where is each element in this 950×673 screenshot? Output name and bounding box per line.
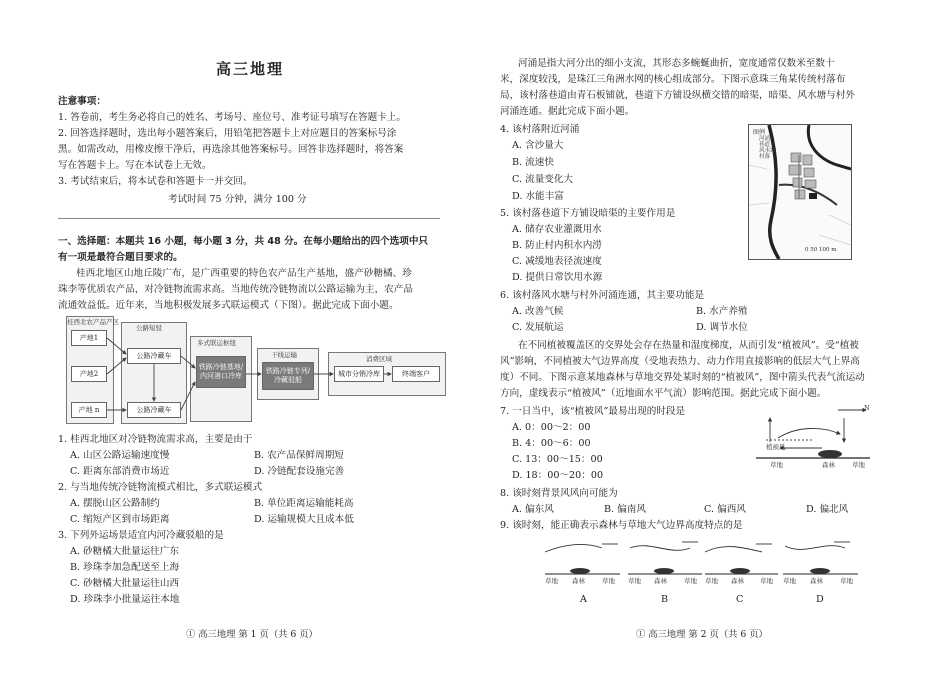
passage-line: 河涌是指大河分出的细小支流，其形态多蜿蜒曲折，宽度通常仅数米至数十 xyxy=(518,58,835,69)
q8-option-b: B. 偏南风 xyxy=(604,504,646,515)
q5-option-d: D. 提供日常饮用水源 xyxy=(512,272,603,283)
diagram-arrows xyxy=(66,316,446,426)
q7-option-a: A. 0：00～2：00 xyxy=(512,422,591,433)
logistics-diagram xyxy=(66,316,446,426)
map-legend-item: 河涌 xyxy=(759,136,771,142)
q1-option-a: A. 山区公路运输速度慢 xyxy=(70,450,170,461)
road-truck-bottom: 公路冷藏车 xyxy=(127,402,181,418)
q3-option-a: A. 砂糖橘大批量运往广东 xyxy=(70,546,179,557)
grass-label: 草地 xyxy=(628,577,641,585)
map-legend-item: 村落 xyxy=(759,154,771,160)
map-legend-title: 图例 xyxy=(753,129,766,136)
producer-n: 产地 n xyxy=(71,402,107,418)
passage-line: 在不同植被覆盖区的交界处会存在热量和湿度梯度，从而引发“植被风”。受“植被 xyxy=(518,340,859,351)
figure-option-a: A xyxy=(580,594,587,605)
notice-line: 2. 回答选择题时，选出每小题答案后，用铅笔把答题卡上对应题目的答案标号涂 xyxy=(58,128,397,139)
q9-stem: 9. 该时刻，能正确表示森林与草地大气边界高度特点的是 xyxy=(500,520,743,531)
q4-option-c: C. 流量变化大 xyxy=(512,174,574,185)
passage-line: 米，深度较浅，是珠江三角洲水网的核心组成部分。下图示意珠三角某传统村落布 xyxy=(500,74,846,85)
section-heading: 有一项是最符合题目要求的。 xyxy=(58,252,183,263)
page-footer: ① 高三地理 第 1 页（共 6 页） xyxy=(186,629,318,640)
grass-label: 草地 xyxy=(760,577,773,585)
q7-option-b: B. 4：00～6：00 xyxy=(512,438,591,449)
q7-option-d: D. 18：00～20：00 xyxy=(512,470,604,481)
exam-title: 高三地理 xyxy=(216,60,285,78)
q1-option-c: C. 距离东部消费市场近 xyxy=(70,466,170,477)
q1-option-b: B. 农产品保鲜周期短 xyxy=(254,450,344,461)
region-label: 干线运输 xyxy=(271,351,297,359)
q5-option-b: B. 防止村内积水内涝 xyxy=(512,240,602,251)
forest-label: 森林 xyxy=(572,577,585,585)
grass-label: 草地 xyxy=(684,577,697,585)
q2-option-c: C. 缩短产区到市场距离 xyxy=(70,514,170,525)
grass-label: 草地 xyxy=(602,577,615,585)
map-legend-item: 巷道 xyxy=(759,142,771,148)
passage-line: 流通效益低。近年来，当地积极发展多式联运模式（下图）。据此完成下面小题。 xyxy=(58,300,399,311)
passage-line: 度）不同。下图示意某地森林与草地交界处某时刻的“植被风”，图中箭头代表气流运动 xyxy=(500,372,865,383)
grass-label: 草地 xyxy=(705,577,718,585)
region-label: 多式联运枢纽 xyxy=(197,339,236,347)
north-label: N xyxy=(864,404,870,412)
q8-stem: 8. 该时刻背景风风向可能为 xyxy=(500,488,618,499)
exam-info: 考试时间 75 分钟，满分 100 分 xyxy=(168,194,307,205)
q1-option-d: D. 冷链配套设施完善 xyxy=(254,466,345,477)
figure-option-d: D xyxy=(816,594,824,605)
passage-line: 方向，虚线表示“植被风”（近地面水平气流）影响范围。据此完成下面小题。 xyxy=(500,388,827,399)
passage-line: 风”影响，不同植被大气边界高度（受地表热力、动力作用直接影响的低层大气上界高 xyxy=(500,356,860,367)
q3-stem: 3. 下列外运场景适宜内河冷藏驳船的是 xyxy=(58,530,224,541)
q6-stem: 6. 该村落风水塘与村外河涌连通，其主要功能是 xyxy=(500,290,705,301)
q7-stem: 7. 一日当中，该“植被风”最易出现的时段是 xyxy=(500,406,686,417)
q6-option-b: B. 水产养殖 xyxy=(696,306,748,317)
notice-line: 黑。如需改动，用橡皮擦干净后，再选涂其他答案标号。回答非选择题时，将答案 xyxy=(58,144,404,155)
region-label: 桂西北农产品产区 xyxy=(67,318,119,326)
region-label: 公路短驳 xyxy=(136,324,162,332)
q4-stem: 4. 该村落附近河涌 xyxy=(500,124,580,135)
grass-label: 草地 xyxy=(852,461,865,469)
grass-label: 草地 xyxy=(545,577,558,585)
map-scale: 0 50 100 m xyxy=(805,247,837,253)
producer-1: 产地1 xyxy=(71,330,107,346)
q6-option-c: C. 发展航运 xyxy=(512,322,564,333)
grass-label: 草地 xyxy=(840,577,853,585)
q8-option-a: A. 偏东风 xyxy=(512,504,554,515)
rail-hub: 铁路冷链基地/内河港口冷库 xyxy=(196,356,246,388)
q5-option-a: A. 储存农业灌溉用水 xyxy=(512,224,602,235)
grass-label: 草地 xyxy=(783,577,796,585)
q5-option-c: C. 减缓地表径流速度 xyxy=(512,256,602,267)
notice-heading: 注意事项： xyxy=(58,96,106,107)
q3-option-d: D. 珍珠李小批量运往本地 xyxy=(70,594,180,605)
forest-label: 森林 xyxy=(822,461,835,469)
q6-option-d: D. 调节水位 xyxy=(696,322,748,333)
q2-option-a: A. 摆脱山区公路制约 xyxy=(70,498,160,509)
forest-label: 森林 xyxy=(731,577,744,585)
passage-line: 桂西北地区山地丘陵广布，是广西重要的特色农产品生产基地，盛产砂糖橘、珍 xyxy=(76,268,412,279)
q8-option-c: C. 偏西风 xyxy=(704,504,746,515)
notice-line: 1. 答卷前，考生务必将自己的姓名、考场号、座位号、准考证号填写在答题卡上。 xyxy=(58,112,406,123)
notice-line: 3. 考试结束后，将本试卷和答题卡一并交回。 xyxy=(58,176,253,187)
q8-option-d: D. 偏北风 xyxy=(806,504,849,515)
vegetation-wind-figure xyxy=(752,404,872,470)
q9-figures xyxy=(540,534,880,608)
q2-option-b: B. 单位距离运输能耗高 xyxy=(254,498,354,509)
q1-stem: 1. 桂西北地区对冷链物流需求高，主要是由于 xyxy=(58,434,253,445)
wind-label: 植被风 xyxy=(766,443,786,451)
q7-option-c: C. 13：00～15：00 xyxy=(512,454,603,465)
divider xyxy=(58,218,440,219)
grass-label: 草地 xyxy=(770,461,783,469)
figure-option-b: B xyxy=(661,594,669,605)
forest-label: 森林 xyxy=(810,577,823,585)
left-page xyxy=(58,0,440,673)
q2-option-d: D. 运输规模大且成本低 xyxy=(254,514,354,525)
road-truck-top: 公路冷藏车 xyxy=(127,348,181,364)
passage-line: 局，该村落巷道由青石板铺就，巷道下方铺设纵横交错的暗渠，暗渠、风水塘与村外 xyxy=(500,90,855,101)
city-distribution: 城市分销冷库 xyxy=(334,366,384,382)
passage-line: 河涌连通。据此完成下面小题。 xyxy=(500,106,635,117)
producer-2: 产地2 xyxy=(71,366,107,382)
q3-option-c: C. 砂糖橘大批量运往山西 xyxy=(70,578,180,589)
figure-option-c: C xyxy=(736,594,744,605)
right-page xyxy=(500,0,890,673)
notice-line: 写在答题卡上。写在本试卷上无效。 xyxy=(58,160,212,171)
forest-label: 森林 xyxy=(654,577,667,585)
q4-option-b: B. 流速快 xyxy=(512,157,554,168)
q4-option-d: D. 水能丰富 xyxy=(512,191,564,202)
terminal-customer: 终端客户 xyxy=(392,366,440,382)
page-footer: ① 高三地理 第 2 页（共 6 页） xyxy=(636,629,768,640)
q4-option-a: A. 含沙量大 xyxy=(512,140,564,151)
q6-option-a: A. 改善气候 xyxy=(512,306,564,317)
rail-trunk: 铁路冷链专列/冷藏驳船 xyxy=(262,362,314,390)
section-heading: 一、选择题：本题共 16 小题，每小题 3 分，共 48 分。在每小题给出的四个选项中只 xyxy=(58,236,429,247)
q5-stem: 5. 该村落巷道下方铺设暗渠的主要作用是 xyxy=(500,208,676,219)
passage-line: 珠李等优质农产品，对冷链物流需求高。当地传统冷链物流以公路运输为主，农产品 xyxy=(58,284,413,295)
q3-option-b: B. 珍珠李加急配送至上海 xyxy=(70,562,180,573)
region-label: 消费区域 xyxy=(366,355,392,363)
map-legend-item: 风水塘 xyxy=(759,148,776,154)
village-map xyxy=(748,124,852,260)
q2-stem: 2. 与当地传统冷链物流模式相比，多式联运模式 xyxy=(58,482,263,493)
